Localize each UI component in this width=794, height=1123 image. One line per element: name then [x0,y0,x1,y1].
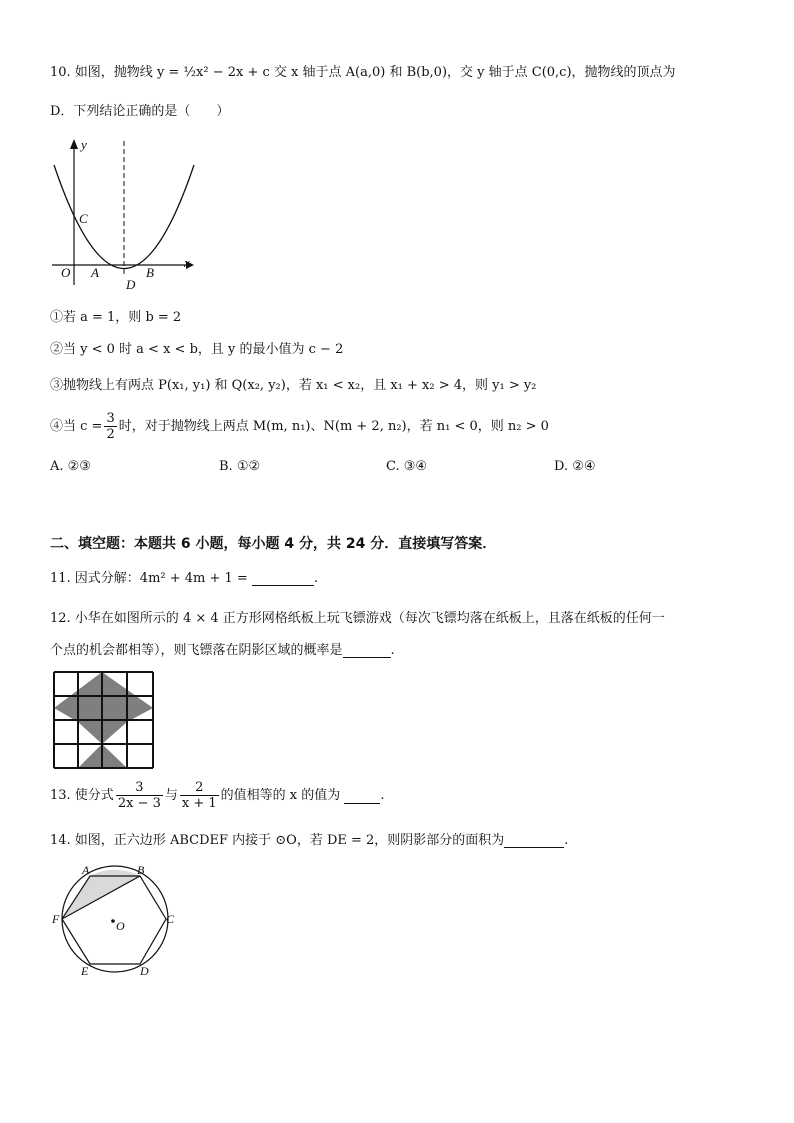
q13-answer-blank [344,789,380,804]
y-axis-arrow [70,139,78,149]
graph-label-c: C [79,211,88,226]
graph-label-o: O [61,265,71,280]
graph-label-b: B [146,265,154,280]
graph-label-y: y [81,137,87,152]
graph-label-d: D [126,277,136,292]
section2-heading: 二、填空题：本题共 6 小题，每小题 4 分，共 24 分．直接填写答案． [50,536,497,552]
q14-end: . [564,833,569,848]
q10-s4-post: 时，对于抛物线上两点 M(m, n₁)、N(m + 2, n₂)，若 n₁ < 0，则 n₂ > 0 [118,419,549,435]
q13-fraction-1 [116,781,163,810]
q14-text: 14. 如图，正六边形 ABCDEF 内接于 ⊙O，若 DE = 2，则阴影部分的面积为 [50,833,505,848]
q13-end: . [380,788,385,804]
q10-stem-line2: D．下列结论正确的是（ ） [50,104,230,119]
q13-pre: 13. 使分式 [50,788,114,804]
q10-parabola-graph [48,135,198,295]
hex-label-a: A [82,863,90,877]
q11-text: 11. 因式分解：4m² + 4m + 1 = [50,571,248,586]
q13-stem [50,781,385,810]
graph-label-x: x [184,255,190,270]
hex-label-f: F [52,912,60,926]
hex-label-o: O [116,919,125,933]
q13-mid: 与 [164,788,178,804]
q14-answer-blank [504,834,564,848]
q10-statement-4 [50,412,549,441]
q13-fraction-2 [180,781,219,810]
q13-f1-numerator: 3 [135,780,144,795]
q12-text: 个点的机会都相等），则飞镖落在阴影区域的概率是 [50,643,343,658]
shade-top-triangle [54,672,153,708]
q12-answer-blank [343,644,391,658]
hex-label-b: B [137,863,145,877]
q12-stem-line2 [50,644,395,658]
q14-hexagon-figure [48,862,183,982]
q10-statement-1: ①若 a = 1，则 b = 2 [50,310,182,325]
hex-label-d: D [140,964,149,978]
q10-option-b: B. ①② [219,459,261,474]
q10-s4-fraction [104,412,116,441]
q11-stem [50,572,318,586]
shaded-arc-segment [90,870,140,876]
q13-post: 的值相等的 x 的值为 [220,788,341,804]
q12-end: . [390,643,395,658]
hex-label-e: E [81,964,89,978]
hex-label-c: C [166,912,175,926]
q13-f2-numerator: 2 [195,780,204,795]
q10-option-a: A. ②③ [50,459,91,474]
q10-s4-pre: ④当 c = [50,419,103,435]
q10-statement-3: ③抛物线上有两点 P(x₁, y₁) 和 Q(x₂, y₂)，若 x₁ < x₂，且 x₁ + x₂ > 4，则 y₁ > y₂ [50,378,537,393]
center-point-o [111,919,115,923]
q13-f2-denominator: x + 1 [181,795,217,811]
q10-s4-numerator: 3 [106,411,115,426]
q10-option-d: D. ②④ [554,459,596,474]
q10-option-c: C. ③④ [386,459,428,474]
q14-stem [50,834,568,848]
q12-grid-figure [52,670,156,770]
q10-stem-line1: 10. 如图，抛物线 y = ½x² − 2x + c 交 x 轴于点 A(a,0) 和 B(b,0)，交 y 轴于点 C(0,c)，抛物线的顶点为 [50,65,676,80]
graph-label-a: A [91,265,99,280]
q10-statement-2: ②当 y < 0 时 a < x < b，且 y 的最小值为 c − 2 [50,342,344,357]
q12-stem-line1: 12. 小华在如图所示的 4 × 4 正方形网格纸板上玩飞镖游戏（每次飞镖均落在纸板上，且落在纸板的任何一 [50,611,665,626]
q10-s4-denominator: 2 [106,426,115,442]
q11-answer-blank [252,572,314,586]
q11-end: . [313,571,319,586]
q13-f1-denominator: 2x − 3 [117,795,161,811]
